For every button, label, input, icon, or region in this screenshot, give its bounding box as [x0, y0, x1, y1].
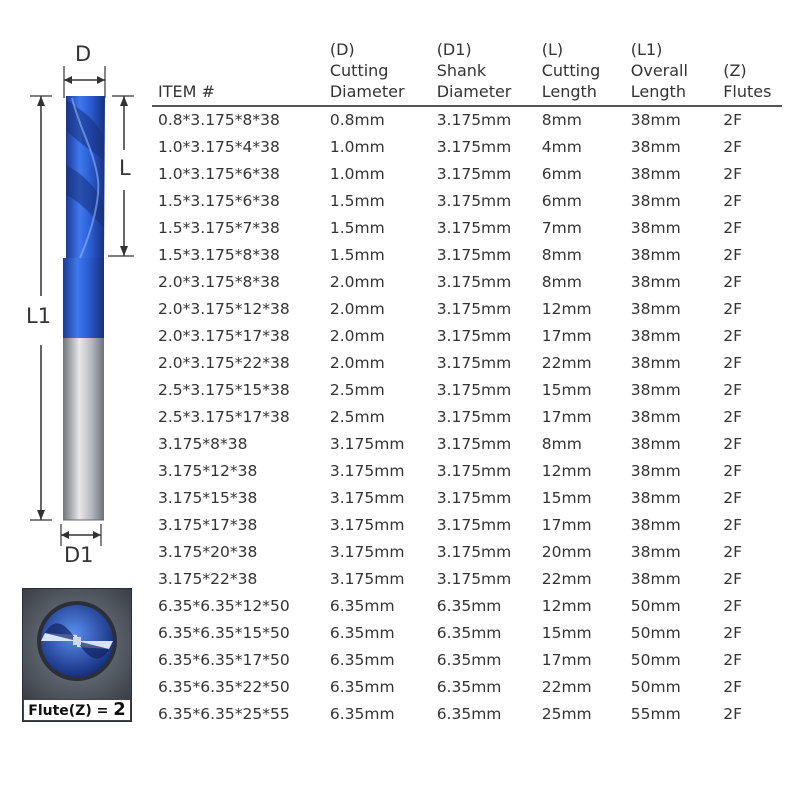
- table-row: [152, 161, 782, 188]
- cell-cutting-diameter: 2.5mm: [329, 408, 385, 426]
- cell-item: 3.175*17*38: [158, 516, 258, 534]
- cell-cutting-length: 8mm: [541, 273, 582, 291]
- cell-flutes: 2F: [723, 570, 742, 588]
- cell-cutting-length: 25mm: [541, 705, 592, 723]
- cell-cutting-length: 12mm: [541, 462, 592, 480]
- cell-item: 2.0*3.175*12*38: [158, 300, 290, 318]
- cell-shank-diameter: 3.175mm: [436, 543, 512, 561]
- cell-item: 0.8*3.175*8*38: [158, 111, 280, 129]
- cell-cutting-diameter: 6.35mm: [329, 678, 395, 696]
- cell-flutes: 2F: [723, 516, 742, 534]
- cell-overall-length: 50mm: [630, 597, 681, 615]
- cell-shank-diameter: 3.175mm: [436, 165, 512, 183]
- cell-cutting-length: 15mm: [541, 381, 592, 399]
- cell-cutting-diameter: 2.5mm: [329, 381, 385, 399]
- cell-shank-diameter: 3.175mm: [436, 489, 512, 507]
- cell-flutes: 2F: [723, 543, 742, 561]
- table-row: [152, 188, 782, 215]
- cell-shank-diameter: 3.175mm: [436, 246, 512, 264]
- cell-overall-length: 38mm: [630, 543, 681, 561]
- cell-shank-diameter: 3.175mm: [436, 570, 512, 588]
- cell-flutes: 2F: [723, 705, 742, 723]
- cell-shank-diameter: 3.175mm: [436, 381, 512, 399]
- cell-overall-length: 38mm: [630, 516, 681, 534]
- table-row: [152, 431, 782, 458]
- label-l1: L1: [26, 304, 52, 328]
- cell-item: 2.5*3.175*15*38: [158, 381, 290, 399]
- cell-flutes: 2F: [723, 651, 742, 669]
- cell-shank-diameter: 6.35mm: [436, 597, 502, 615]
- cell-flutes: 2F: [723, 219, 742, 237]
- cell-shank-diameter: 6.35mm: [436, 705, 502, 723]
- table-row: [152, 593, 782, 620]
- cell-item: 1.5*3.175*6*38: [158, 192, 280, 210]
- table-row: [152, 323, 782, 350]
- cell-item: 2.0*3.175*17*38: [158, 327, 290, 345]
- cell-flutes: 2F: [723, 273, 742, 291]
- label-l: L: [119, 156, 131, 180]
- cell-overall-length: 38mm: [630, 192, 681, 210]
- table-row: [152, 106, 782, 134]
- cell-cutting-diameter: 3.175mm: [329, 516, 405, 534]
- cell-overall-length: 38mm: [630, 111, 681, 129]
- cell-flutes: 2F: [723, 462, 742, 480]
- flute-end-view: [22, 588, 132, 722]
- cell-item: 1.0*3.175*4*38: [158, 138, 280, 156]
- table-row: [152, 296, 782, 323]
- cell-overall-length: 38mm: [630, 327, 681, 345]
- cell-cutting-length: 6mm: [541, 165, 582, 183]
- cell-flutes: 2F: [723, 489, 742, 507]
- table-row: [152, 512, 782, 539]
- header-item: ITEM #: [158, 82, 215, 101]
- cell-cutting-length: 22mm: [541, 570, 592, 588]
- cell-shank-diameter: 3.175mm: [436, 516, 512, 534]
- cell-cutting-length: 22mm: [541, 354, 592, 372]
- dimension-d: [64, 66, 105, 98]
- header-flutes: (Z) Flutes: [723, 61, 772, 101]
- cell-cutting-length: 22mm: [541, 678, 592, 696]
- cell-item: 6.35*6.35*22*50: [158, 678, 290, 696]
- cell-item: 2.0*3.175*22*38: [158, 354, 290, 372]
- cell-shank-diameter: 3.175mm: [436, 462, 512, 480]
- cell-overall-length: 38mm: [630, 408, 681, 426]
- cell-cutting-length: 15mm: [541, 624, 592, 642]
- cell-shank-diameter: 3.175mm: [436, 408, 512, 426]
- cell-overall-length: 38mm: [630, 219, 681, 237]
- cell-shank-diameter: 3.175mm: [436, 273, 512, 291]
- cell-flutes: 2F: [723, 327, 742, 345]
- cell-cutting-length: 15mm: [541, 489, 592, 507]
- cell-flutes: 2F: [723, 381, 742, 399]
- cell-cutting-length: 8mm: [541, 246, 582, 264]
- header-shank-diameter: (D1) Shank Diameter: [436, 40, 512, 101]
- cell-overall-length: 55mm: [630, 705, 681, 723]
- cell-cutting-length: 17mm: [541, 327, 592, 345]
- cell-cutting-diameter: 3.175mm: [329, 570, 405, 588]
- cell-flutes: 2F: [723, 408, 742, 426]
- cell-cutting-diameter: 2.0mm: [329, 273, 385, 291]
- end-mill-body: [63, 96, 105, 520]
- cell-cutting-diameter: 2.0mm: [329, 300, 385, 318]
- table-row: [152, 134, 782, 161]
- cell-item: 3.175*12*38: [158, 462, 258, 480]
- cell-shank-diameter: 3.175mm: [436, 192, 512, 210]
- table-row: [152, 539, 782, 566]
- label-d: D: [75, 42, 92, 66]
- cell-item: 6.35*6.35*17*50: [158, 651, 290, 669]
- cell-cutting-diameter: 6.35mm: [329, 705, 395, 723]
- cell-flutes: 2F: [723, 435, 742, 453]
- table-row: [152, 674, 782, 701]
- cell-cutting-diameter: 6.35mm: [329, 651, 395, 669]
- header-overall-length: (L1) Overall Length: [630, 40, 688, 101]
- table-row: [152, 404, 782, 431]
- table-row: [152, 350, 782, 377]
- cell-flutes: 2F: [723, 138, 742, 156]
- cell-cutting-diameter: 1.0mm: [329, 165, 385, 183]
- cell-cutting-diameter: 2.0mm: [329, 327, 385, 345]
- cell-cutting-diameter: 6.35mm: [329, 624, 395, 642]
- cell-cutting-length: 6mm: [541, 192, 582, 210]
- table-row: [152, 377, 782, 404]
- cell-shank-diameter: 6.35mm: [436, 651, 502, 669]
- cell-flutes: 2F: [723, 111, 742, 129]
- cell-item: 3.175*22*38: [158, 570, 258, 588]
- specification-table: [152, 32, 782, 728]
- cell-overall-length: 38mm: [630, 138, 681, 156]
- cell-overall-length: 38mm: [630, 489, 681, 507]
- cell-flutes: 2F: [723, 246, 742, 264]
- cell-cutting-diameter: 2.0mm: [329, 354, 385, 372]
- cell-overall-length: 50mm: [630, 651, 681, 669]
- label-d1: D1: [64, 543, 94, 567]
- table-row: [152, 485, 782, 512]
- cell-shank-diameter: 3.175mm: [436, 300, 512, 318]
- cell-cutting-diameter: 3.175mm: [329, 489, 405, 507]
- cell-overall-length: 50mm: [630, 678, 681, 696]
- cell-overall-length: 38mm: [630, 246, 681, 264]
- cell-overall-length: 38mm: [630, 570, 681, 588]
- cell-item: 1.0*3.175*6*38: [158, 165, 280, 183]
- cell-shank-diameter: 6.35mm: [436, 624, 502, 642]
- cell-item: 6.35*6.35*15*50: [158, 624, 290, 642]
- cell-overall-length: 50mm: [630, 624, 681, 642]
- flute-caption: Flute(Z) = 2: [23, 699, 131, 721]
- cell-shank-diameter: 3.175mm: [436, 435, 512, 453]
- table-row: [152, 215, 782, 242]
- cell-shank-diameter: 3.175mm: [436, 138, 512, 156]
- cell-item: 3.175*8*38: [158, 435, 248, 453]
- cell-cutting-length: 20mm: [541, 543, 592, 561]
- cell-cutting-length: 8mm: [541, 435, 582, 453]
- cell-flutes: 2F: [723, 678, 742, 696]
- end-mill-drawing: [0, 0, 150, 580]
- cell-cutting-length: 12mm: [541, 597, 592, 615]
- cell-overall-length: 38mm: [630, 435, 681, 453]
- cell-cutting-diameter: 1.5mm: [329, 192, 385, 210]
- cell-overall-length: 38mm: [630, 273, 681, 291]
- cell-overall-length: 38mm: [630, 462, 681, 480]
- cell-cutting-diameter: 3.175mm: [329, 462, 405, 480]
- cell-item: 1.5*3.175*8*38: [158, 246, 280, 264]
- table-row: [152, 566, 782, 593]
- cell-cutting-diameter: 0.8mm: [329, 111, 385, 129]
- cell-shank-diameter: 3.175mm: [436, 219, 512, 237]
- cell-flutes: 2F: [723, 354, 742, 372]
- cell-item: 6.35*6.35*25*55: [158, 705, 290, 723]
- cell-cutting-diameter: 1.0mm: [329, 138, 385, 156]
- cell-item: 3.175*15*38: [158, 489, 258, 507]
- table-row: [152, 701, 782, 728]
- cell-item: 2.0*3.175*8*38: [158, 273, 280, 291]
- cell-shank-diameter: 3.175mm: [436, 111, 512, 129]
- cell-cutting-length: 8mm: [541, 111, 582, 129]
- cell-cutting-diameter: 3.175mm: [329, 435, 405, 453]
- cell-shank-diameter: 3.175mm: [436, 327, 512, 345]
- cell-item: 2.5*3.175*17*38: [158, 408, 290, 426]
- cell-shank-diameter: 6.35mm: [436, 678, 502, 696]
- cell-cutting-diameter: 1.5mm: [329, 219, 385, 237]
- table-header-row: [152, 32, 782, 106]
- cell-flutes: 2F: [723, 165, 742, 183]
- table-row: [152, 269, 782, 296]
- cell-cutting-length: 7mm: [541, 219, 582, 237]
- cell-overall-length: 38mm: [630, 381, 681, 399]
- cell-item: 1.5*3.175*7*38: [158, 219, 280, 237]
- cell-shank-diameter: 3.175mm: [436, 354, 512, 372]
- cell-cutting-length: 12mm: [541, 300, 592, 318]
- cell-flutes: 2F: [723, 192, 742, 210]
- table-row: [152, 242, 782, 269]
- cell-flutes: 2F: [723, 624, 742, 642]
- header-cutting-length: (L) Cutting Length: [541, 40, 601, 101]
- cell-overall-length: 38mm: [630, 354, 681, 372]
- cell-cutting-length: 17mm: [541, 651, 592, 669]
- table-row: [152, 647, 782, 674]
- cell-cutting-length: 17mm: [541, 408, 592, 426]
- cell-cutting-diameter: 1.5mm: [329, 246, 385, 264]
- cell-cutting-length: 17mm: [541, 516, 592, 534]
- header-cutting-diameter: (D) Cutting Diameter: [329, 40, 405, 101]
- table-body: [152, 106, 782, 728]
- flute-cross-section-image: [23, 589, 131, 699]
- table-row: [152, 620, 782, 647]
- cell-cutting-length: 4mm: [541, 138, 582, 156]
- cell-item: 3.175*20*38: [158, 543, 258, 561]
- cell-overall-length: 38mm: [630, 300, 681, 318]
- cell-cutting-diameter: 6.35mm: [329, 597, 395, 615]
- table-row: [152, 458, 782, 485]
- cell-overall-length: 38mm: [630, 165, 681, 183]
- cell-flutes: 2F: [723, 300, 742, 318]
- cell-item: 6.35*6.35*12*50: [158, 597, 290, 615]
- cell-flutes: 2F: [723, 597, 742, 615]
- cell-cutting-diameter: 3.175mm: [329, 543, 405, 561]
